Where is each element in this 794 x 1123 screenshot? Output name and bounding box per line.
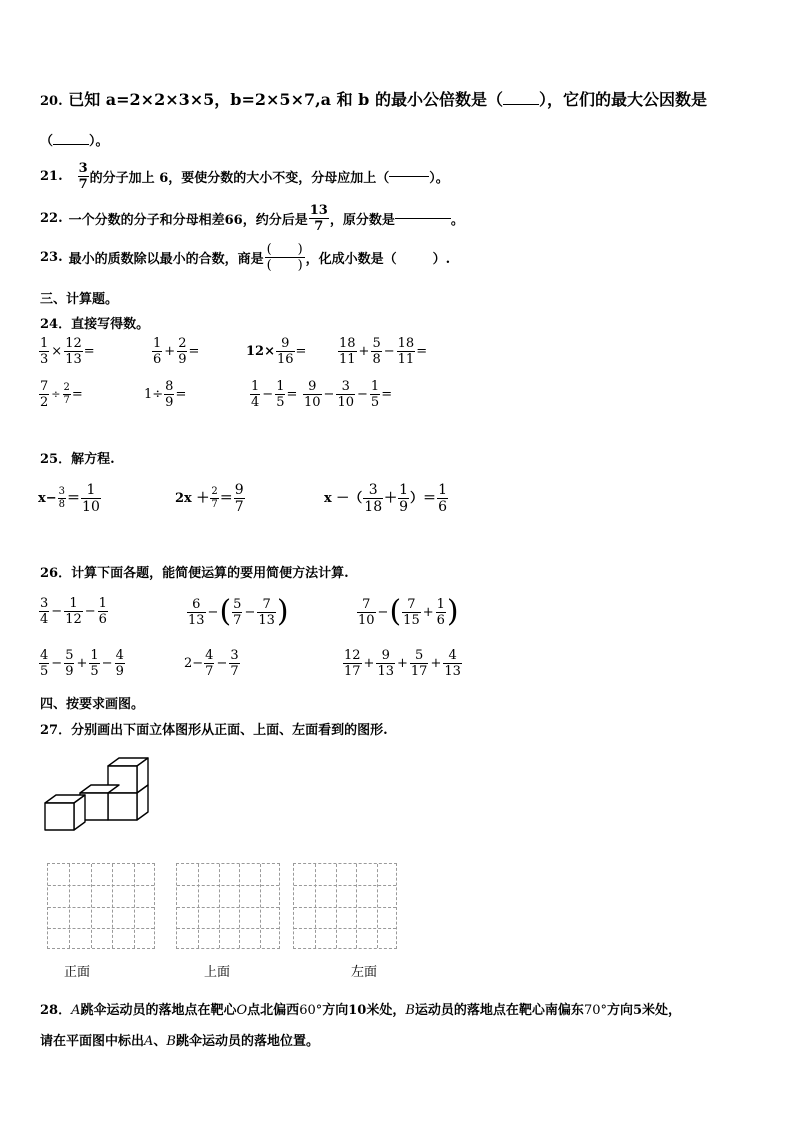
calc-item: $\frac{3}{4}$ − $\frac{1}{12}$ − $\frac{1}{6}$ — [40, 596, 107, 627]
fraction: $\frac{4}{7}$ — [205, 648, 214, 679]
fraction: $\frac{9}{7}$ — [234, 482, 244, 515]
equation: x －（ $\frac{3}{18}$ ＋ $\frac{1}{9}$ ）＝ $\frac{1}{6}$ — [324, 482, 447, 515]
fraction: $\frac{3}{10}$ — [337, 379, 354, 410]
question-text: 一个分数的分子和分母相差66，约分后是 — [68, 213, 308, 228]
fraction: $\frac{1}{3}$ — [40, 336, 49, 367]
answer-blank[interactable] — [53, 144, 89, 145]
grid-label-front: 正面 — [64, 965, 91, 980]
question-22 — [40, 204, 464, 233]
calc-item: $\frac{12}{17}$ + $\frac{9}{13}$ + $\frac{5}{17}$ + $\frac{4}{13}$ — [344, 648, 461, 679]
question-text: ，原分数是 — [329, 213, 395, 228]
question-24-title: 24．直接写得数。 — [40, 317, 150, 332]
fraction: $\frac{2}{7}$ — [63, 382, 70, 406]
fraction: $\frac{1}{12}$ — [65, 596, 82, 627]
cube-face — [45, 803, 74, 830]
calc-item: $\frac{4}{5}$ − $\frac{5}{9}$ + $\frac{1}{5}$ − $\frac{4}{9}$ — [40, 648, 124, 679]
question-number: 21. — [40, 169, 63, 184]
fraction: $\frac{3}{7}$ — [78, 161, 88, 192]
fraction-blank[interactable]: $\frac{( )}{( )}$ — [266, 242, 303, 273]
fraction: $\frac{8}{9}$ — [165, 379, 174, 410]
drawing-grid-top[interactable] — [176, 863, 280, 949]
calc-item: $\frac{18}{11}$ + $\frac{5}{8}$ − $\frac{18}{11}$ = — [339, 336, 428, 367]
fraction: $\frac{5}{7}$ — [233, 596, 242, 628]
question-28-line1: 28．A跳伞运动员的落地点在靶心O点北偏西60°方向10米处，B运动员的落地点在靶心南偏东70°方向5米处， — [40, 1003, 682, 1018]
question-27-title: 27．分别画出下面立体图形从正面、上面、左面看到的图形. — [40, 723, 388, 738]
fraction: $\frac{1}{10}$ — [82, 482, 100, 515]
cube-stack-figure — [40, 752, 160, 836]
question-number: 23. — [40, 250, 63, 265]
fraction: $\frac{2}{7}$ — [211, 486, 218, 510]
fraction: $\frac{6}{13}$ — [188, 596, 205, 628]
fraction: $\frac{2}{9}$ — [178, 336, 187, 367]
fraction: $\frac{4}{9}$ — [115, 648, 124, 679]
fraction: $\frac{12}{13}$ — [65, 336, 82, 367]
equation: x− $\frac{3}{8}$ ＝ $\frac{1}{10}$ — [38, 482, 100, 515]
fraction: $\frac{7}{10}$ — [358, 596, 375, 628]
fraction: $\frac{1}{4}$ — [251, 379, 260, 410]
calc-item: $\frac{9}{10}$ − $\frac{3}{10}$ − $\frac{1}{5}$ = — [304, 379, 393, 410]
fraction: $\frac{1}{5}$ — [90, 648, 99, 679]
calc-item: 2− $\frac{4}{7}$ − $\frac{3}{7}$ — [184, 648, 239, 679]
equation: 2x ＋ $\frac{2}{7}$ ＝ $\frac{9}{7}$ — [175, 482, 244, 515]
question-20 — [40, 87, 707, 110]
answer-blank[interactable] — [503, 104, 539, 105]
answer-blank[interactable] — [395, 218, 451, 219]
paren-open: （ — [40, 134, 54, 149]
fraction: $\frac{1}{6}$ — [153, 336, 162, 367]
question-text: ），它们的最大公因数是 — [538, 90, 707, 109]
question-26-title: 26．计算下面各题，能简便运算的要用简便方法计算. — [40, 566, 349, 581]
fraction: $\frac{1}{6}$ — [98, 596, 107, 627]
fraction: $\frac{4}{13}$ — [444, 648, 461, 679]
fraction: $\frac{1}{6}$ — [436, 596, 445, 628]
fraction: $\frac{1}{6}$ — [438, 482, 447, 515]
paren-close: ）。 — [89, 134, 109, 149]
fraction: $\frac{9}{16}$ — [276, 336, 294, 367]
grid-label-top: 上面 — [204, 965, 231, 980]
fraction: $\frac{1}{9}$ — [399, 482, 409, 515]
question-text: 的分子加上 6，要使分数的大小不变，分母应加上（ — [89, 171, 390, 186]
drawing-grid-left[interactable] — [293, 863, 397, 949]
fraction: $\frac{1}{5}$ — [276, 379, 285, 410]
question-number: 20. — [40, 94, 63, 109]
calc-item: 1÷ $\frac{8}{9}$ = — [144, 379, 187, 410]
answer-blank[interactable] — [389, 176, 429, 177]
question-number: 22. — [40, 211, 63, 226]
fraction: $\frac{3}{18}$ — [364, 482, 383, 515]
calc-item: $\frac{1}{6}$ + $\frac{2}{9}$ = — [153, 336, 200, 367]
question-text: ）. — [432, 252, 451, 267]
fraction: $\frac{5}{17}$ — [410, 648, 428, 679]
cube-face — [108, 793, 137, 820]
calc-item: $\frac{7}{10}$ −( $\frac{7}{15}$ + $\frac{1}{6}$ ) — [358, 594, 459, 629]
fraction: $\frac{18}{11}$ — [397, 336, 415, 367]
calc-item: $\frac{1}{3}$ × $\frac{12}{13}$ = — [40, 336, 95, 367]
calc-item: $\frac{7}{2}$ ÷ $\frac{2}{7}$ = — [40, 379, 83, 410]
question-28-line2: 请在平面图中标出A、B跳伞运动员的落地位置。 — [40, 1034, 319, 1049]
fraction: $\frac{7}{2}$ — [40, 379, 49, 410]
question-25-title: 25．解方程. — [40, 452, 115, 467]
section-heading: 四、按要求画图。 — [40, 697, 145, 712]
fraction: $\frac{13}{7}$ — [309, 203, 328, 234]
question-text: 最小的质数除以最小的合数，商是 — [68, 252, 264, 267]
question-text: 已知 a=2×2×3×5，b=2×5×7,a 和 b 的最小公倍数是（ — [68, 90, 503, 109]
calc-item: 12× $\frac{9}{16}$ = — [246, 336, 307, 367]
fraction: $\frac{5}{8}$ — [372, 336, 381, 367]
fraction: $\frac{9}{10}$ — [304, 379, 321, 410]
fraction: $\frac{9}{13}$ — [377, 648, 394, 679]
fraction: $\frac{5}{9}$ — [65, 648, 74, 679]
question-20-line2 — [40, 130, 109, 149]
fraction: $\frac{3}{8}$ — [58, 486, 66, 510]
fraction: $\frac{1}{5}$ — [370, 379, 380, 410]
question-text: 。 — [450, 213, 464, 228]
fraction: $\frac{18}{11}$ — [339, 336, 356, 367]
grid-label-left: 左面 — [351, 965, 378, 980]
fraction: $\frac{7}{13}$ — [258, 596, 275, 628]
calc-item: $\frac{6}{13}$ −( $\frac{5}{7}$ − $\frac{7}{13}$ ) — [188, 594, 289, 629]
fraction: $\frac{3}{4}$ — [40, 596, 49, 627]
calc-item: $\frac{1}{4}$ − $\frac{1}{5}$ = — [251, 379, 298, 410]
drawing-grid-front[interactable] — [47, 863, 155, 949]
question-21 — [40, 162, 449, 191]
question-text: ）。 — [429, 171, 449, 186]
question-23 — [40, 243, 450, 272]
fraction: $\frac{4}{5}$ — [40, 648, 49, 679]
section-heading: 三、计算题。 — [40, 292, 119, 307]
fraction: $\frac{3}{7}$ — [230, 648, 239, 679]
question-text: ，化成小数是（ — [305, 252, 397, 267]
fraction: $\frac{7}{15}$ — [403, 596, 420, 628]
fraction: $\frac{12}{17}$ — [344, 648, 361, 679]
